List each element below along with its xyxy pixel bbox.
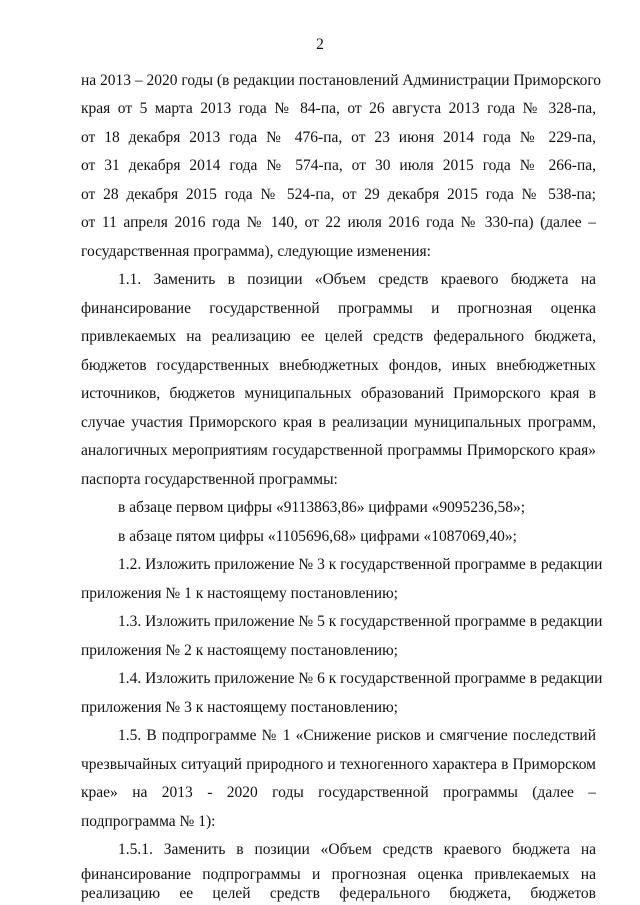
text-line: от 11 апреля 2016 года № 140, от 22 июля 2016 года № 330-па) (далее – [81, 214, 596, 231]
text-line: крае» на 2013 - 2020 годы государственной программы (далее – [81, 784, 596, 801]
text-line: приложения № 1 к настоящему постановлению; [81, 585, 398, 602]
text-line: подпрограмма № 1): [81, 813, 216, 830]
text-line: финансирование подпрограммы и прогнозная оценка привлекаемых на [81, 866, 596, 883]
text-line: 1.5.1. Заменить в позиции «Объем средств краевого бюджета на [118, 841, 596, 858]
text-line: 1.2. Изложить приложение № 3 к государственной программе в редакции [118, 556, 603, 573]
text-line: от 31 декабря 2014 года № 574-па, от 30 июля 2015 года № 266-па, [81, 157, 596, 174]
text-line: бюджетов государственных внебюджетных фондов, иных внебюджетных [81, 357, 596, 374]
text-line: 1.3. Изложить приложение № 5 к государственной программе в редакции [118, 613, 603, 630]
text-line: от 28 декабря 2015 года № 524-па, от 29 декабря 2015 года № 538-па; [81, 186, 596, 203]
text-line: края от 5 марта 2013 года № 84-па, от 26 августа 2013 года № 328-па, [81, 100, 596, 117]
text-line: финансирование государственной программы и прогнозная оценка [81, 300, 596, 317]
text-line: 1.5. В подпрограмме № 1 «Снижение рисков и смягчение последствий [118, 727, 596, 744]
text-line: от 18 декабря 2013 года № 476-па, от 23 июня 2014 года № 229-па, [81, 129, 596, 146]
text-line: государственная программа), следующие изменения: [81, 243, 431, 260]
text-line: реализацию ее целей средств федерального бюджета, бюджетов [81, 885, 596, 902]
text-line: источников, бюджетов муниципальных образований Приморского края в [81, 385, 596, 402]
text-line: аналогичных мероприятиям государственной программы Приморского края» [81, 442, 596, 459]
text-line: 1.1. Заменить в позиции «Объем средств краевого бюджета на [118, 271, 596, 288]
text-line: привлекаемых на реализацию ее целей средств федерального бюджета, [81, 328, 596, 345]
text-line: паспорта государственной программы: [81, 471, 338, 488]
text-line: приложения № 3 к настоящему постановлению; [81, 699, 398, 716]
text-line: приложения № 2 к настоящему постановлению; [81, 642, 398, 659]
text-line: чрезвычайных ситуаций природного и техногенного характера в Приморском [81, 756, 596, 773]
text-line: в абзаце пятом цифры «1105696,68» цифрами «1087069,40»; [118, 528, 517, 545]
text-line: в абзаце первом цифры «9113863,86» цифрами «9095236,58»; [118, 499, 526, 516]
text-line: на 2013 – 2020 годы (в редакции постановлений Администрации Приморского [81, 72, 602, 89]
text-line: случае участия Приморского края в реализации муниципальных программ, [81, 414, 596, 431]
text-line: 1.4. Изложить приложение № 6 к государственной программе в редакции [118, 670, 603, 687]
page-number: 2 [316, 36, 324, 53]
